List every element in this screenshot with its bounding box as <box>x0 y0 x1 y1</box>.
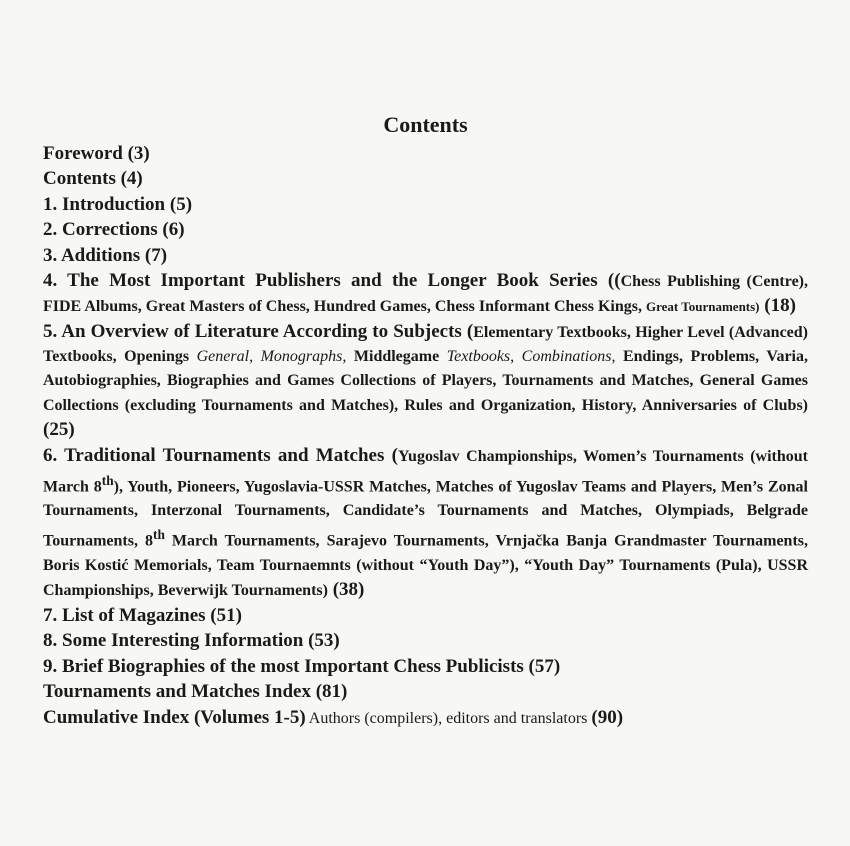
toc-entry-literature-overview <box>43 319 808 443</box>
toc-entry-publishers <box>43 268 808 319</box>
toc-entry-tournaments-index: Tournaments and Matches Index (81) <box>43 681 348 703</box>
entry-description: Elementary Textbooks, Higher Level (Advanced) Textbooks, Openings <box>43 324 808 365</box>
toc-entry-contents: Contents (4) <box>43 168 143 189</box>
entry-description-small: Great Tournaments) <box>646 299 760 314</box>
entry-heading: 6. Traditional Tournaments and Matches ( <box>43 445 398 466</box>
entry-description: Yugoslav Championships, Women’s Tournaments (without March 8 <box>43 448 808 496</box>
entry-heading: 4. The Most Important Publishers and the Longer Book Series (( <box>43 270 621 291</box>
page-title: Contents <box>383 112 468 137</box>
superscript: th <box>153 527 165 543</box>
toc-entry-foreword: Foreword (3) <box>43 143 150 164</box>
entry-description: Authors (compilers), editors and translators <box>305 709 592 727</box>
toc-entry-traditional-tournaments <box>43 443 808 603</box>
entry-heading: Cumulative Index (Volumes 1-5) <box>43 706 306 728</box>
entry-description-italic: Textbooks, Combinations, <box>446 348 616 365</box>
toc-entry-additions: 3. Additions (7) <box>43 244 168 266</box>
page-number: (38) <box>327 578 365 600</box>
toc-entry-biographies: 9. Brief Biographies of the most Important Chess Publicists (57) <box>43 655 561 677</box>
entry-description-italic: General <box>196 348 250 365</box>
entry-description: Middlegame <box>346 348 447 365</box>
entry-description-italic: Monographs, <box>260 348 347 365</box>
contents-page <box>43 112 808 731</box>
entry-description: ), Youth, Pioneers, Yugoslavia-USSR Matches, Matches of Yugoslav Teams and Players, Men’s Zonal Tournaments, Interzonal Tournaments, Candidate’s Tournaments and Matches, Olympiads, Belgrade Tournaments, 8 <box>43 478 808 550</box>
toc-entry-cumulative-index <box>43 705 808 732</box>
toc-entry-introduction: 1. Introduction (5) <box>43 193 193 215</box>
entry-description: Endings, Problems, Varia, Autobiographies, Biographies and Games Collections of Players, Tournaments and Matches, General Games Collections (excluding Tournaments and Matches), Rules and Organization, History, Anniversaries of Clubs) <box>43 348 809 414</box>
page-number: (18) <box>759 295 796 316</box>
entry-description: March Tournaments, Sarajevo Tournaments, Vrnjačka Banja Grandmaster Tournaments, Boris Kostić Memorials, Team Tournaemnts (without “Youth Day”), “Youth Day” Tournaments (Pula), USSR Championships, Beverwijk Tournaments) <box>43 532 808 599</box>
entry-description: Chess Publishing (Centre), FIDE Albums, Great Masters of Chess, Hundred Games, Chess Informant Chess Kings, <box>43 273 808 315</box>
page-number: (25) <box>43 419 75 440</box>
toc-entry-magazines: 7. List of Magazines (51) <box>43 604 242 626</box>
superscript: th <box>101 473 114 488</box>
page-number: (90) <box>591 706 624 728</box>
toc-entry-interesting-information: 8. Some Interesting Information (53) <box>43 630 340 652</box>
entry-description-italic: , <box>249 348 261 365</box>
entry-heading: 5. An Overview of Literature According to Subjects ( <box>43 321 474 342</box>
toc-entry-corrections: 2. Corrections (6) <box>43 219 185 240</box>
